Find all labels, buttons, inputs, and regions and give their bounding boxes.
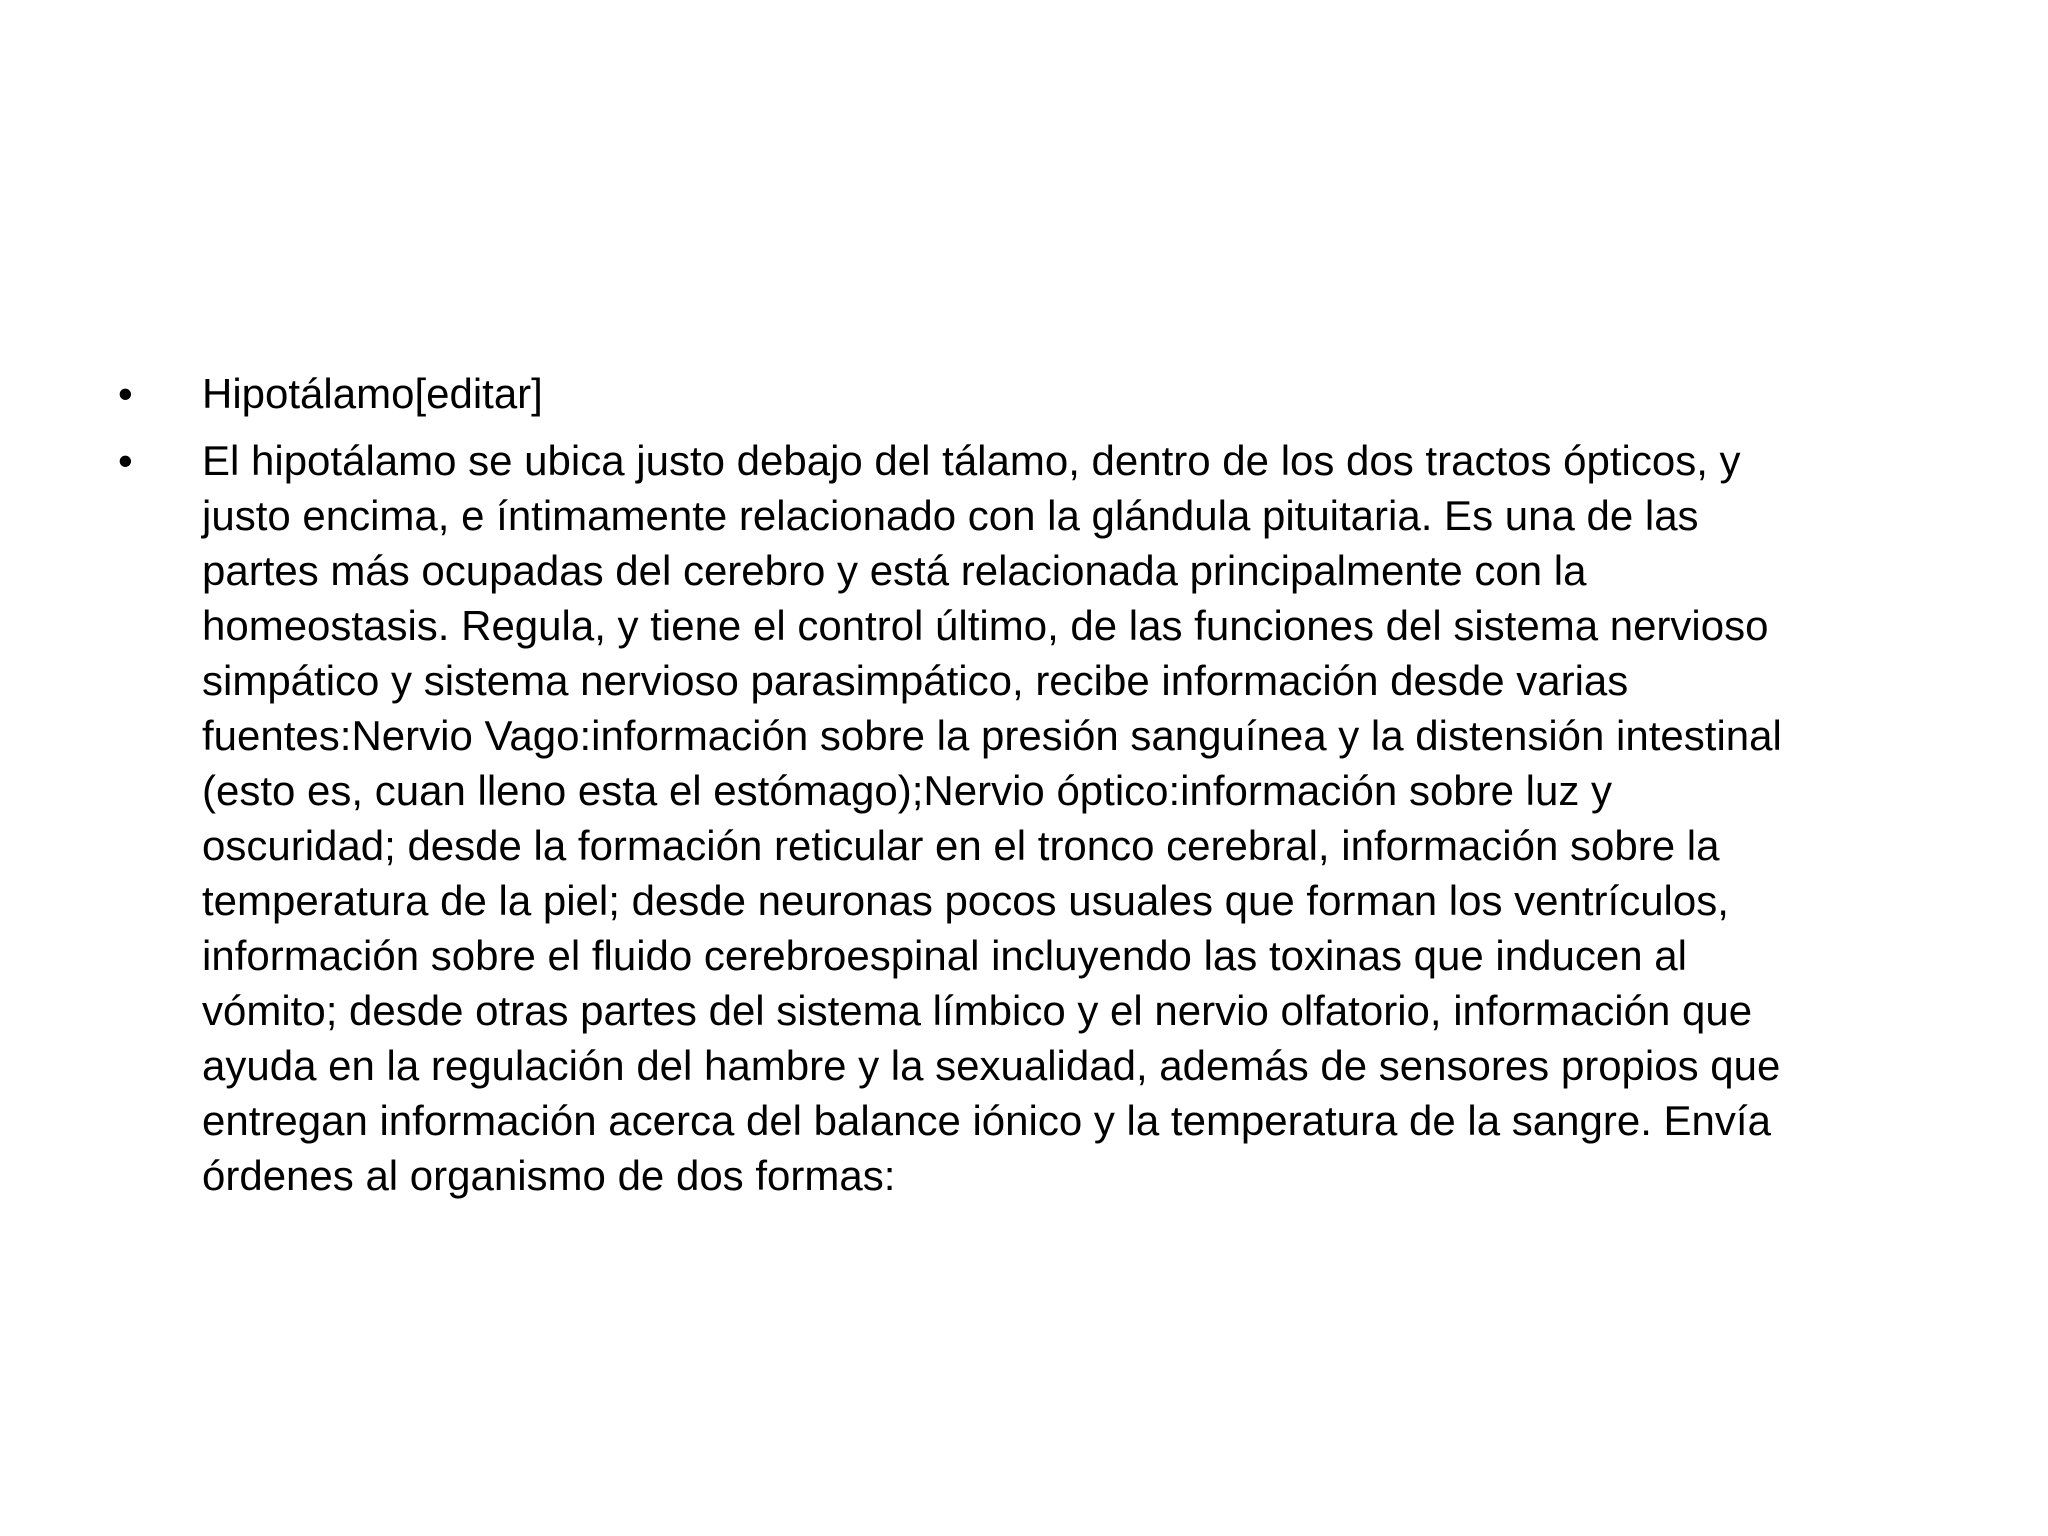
bullet-item-paragraph	[118, 433, 1978, 1203]
text-line: entregan información acerca del balance iónico y la temperatura de la sangre. Envía	[202, 1097, 1771, 1144]
text-line: información sobre el fluido cerebroespinal incluyendo las toxinas que inducen al	[202, 932, 1687, 979]
text-line: órdenes al organismo de dos formas:	[202, 1152, 896, 1199]
text-line: partes más ocupadas del cerebro y está relacionada principalmente con la	[202, 547, 1587, 594]
text-line: justo encima, e íntimamente relacionado con la glándula pituitaria. Es una de las	[202, 492, 1699, 539]
bullet-text	[202, 433, 1978, 1203]
text-line: Hipotálamo[editar]	[202, 370, 543, 417]
text-line: vómito; desde otras partes del sistema límbico y el nervio olfatorio, información que	[202, 987, 1753, 1034]
bullet-text	[202, 366, 1978, 421]
text-line: homeostasis. Regula, y tiene el control último, de las funciones del sistema nervioso	[202, 602, 1769, 649]
bullet-marker: •	[118, 370, 133, 417]
text-line: temperatura de la piel; desde neuronas pocos usuales que forman los ventrículos,	[202, 877, 1729, 924]
text-line: El hipotálamo se ubica justo debajo del tálamo, dentro de los dos tractos ópticos, y	[202, 437, 1741, 484]
text-line: fuentes:Nervio Vago:información sobre la presión sanguínea y la distensión intestinal	[202, 712, 1782, 759]
text-line: oscuridad; desde la formación reticular en el tronco cerebral, información sobre la	[202, 822, 1720, 869]
text-line: ayuda en la regulación del hambre y la sexualidad, además de sensores propios que	[202, 1042, 1781, 1089]
bullet-list	[118, 366, 1978, 1215]
bullet-marker: •	[118, 437, 133, 484]
text-line: simpático y sistema nervioso parasimpático, recibe información desde varias	[202, 657, 1629, 704]
text-line: (esto es, cuan lleno esta el estómago);Nervio óptico:información sobre luz y	[202, 767, 1613, 814]
bullet-item-heading	[118, 366, 1978, 421]
